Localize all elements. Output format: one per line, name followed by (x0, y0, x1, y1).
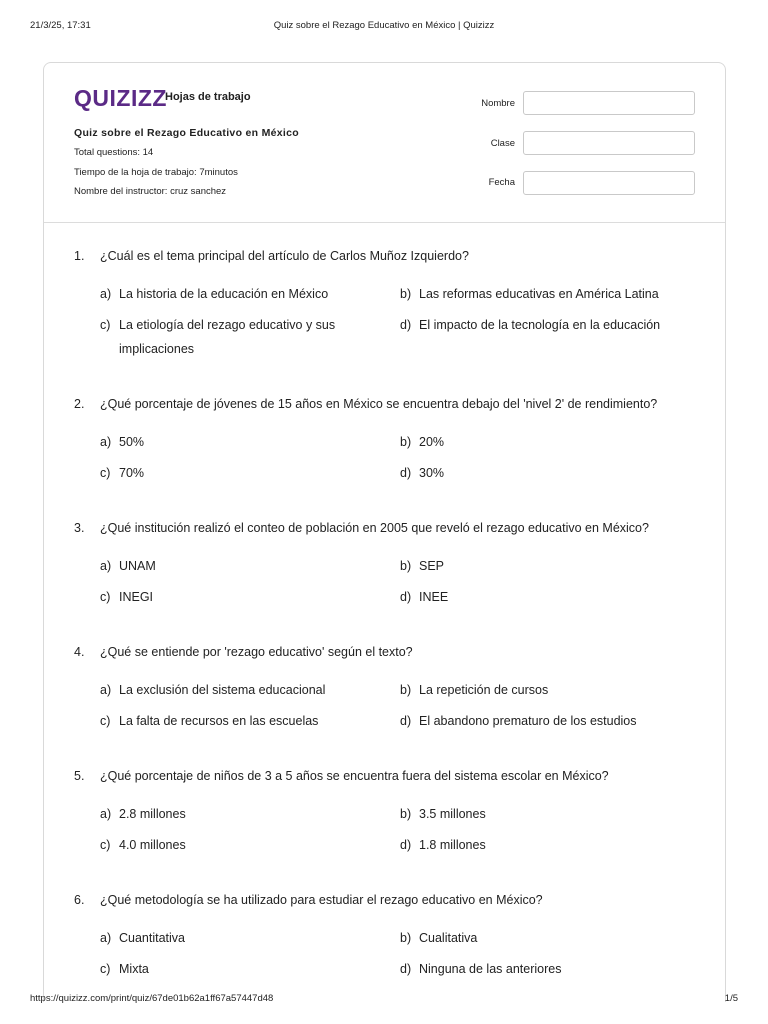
option-c[interactable] (100, 313, 390, 361)
option-text: 50% (119, 435, 145, 449)
option-letter: b) (400, 931, 412, 945)
option-letter: a) (100, 683, 112, 697)
question-number: 1. (74, 249, 85, 263)
question-number: 5. (74, 769, 85, 783)
option-text: INEGI (119, 590, 154, 604)
option-letter: a) (100, 931, 112, 945)
field-label-fecha: Fecha (488, 177, 515, 188)
option-c[interactable] (100, 585, 390, 609)
option-text: UNAM (119, 559, 156, 573)
option-text: Cuantitativa (119, 931, 186, 945)
option-text: INEE (419, 590, 449, 604)
option-letter: c) (100, 318, 111, 332)
option-a[interactable] (100, 282, 390, 306)
option-text-continued: implicaciones (119, 342, 195, 356)
option-letter: c) (100, 590, 111, 604)
option-a[interactable] (100, 430, 390, 454)
option-b[interactable] (400, 554, 700, 578)
option-letter: d) (400, 962, 412, 976)
option-c[interactable] (100, 833, 390, 857)
option-letter: b) (400, 435, 412, 449)
option-letter: c) (100, 838, 111, 852)
clase-field[interactable] (523, 131, 695, 155)
option-d[interactable] (400, 709, 700, 733)
option-letter: d) (400, 318, 412, 332)
option-letter: a) (100, 287, 112, 301)
question-number: 4. (74, 645, 85, 659)
option-letter: a) (100, 807, 112, 821)
field-label-nombre: Nombre (481, 98, 515, 109)
option-text: El abandono prematuro de los estudios (419, 714, 637, 728)
option-d[interactable] (400, 833, 700, 857)
question-text: ¿Qué porcentaje de jóvenes de 15 años en México se encuentra debajo del 'nivel 2' de rendimiento? (100, 397, 658, 411)
option-text: 30% (419, 466, 445, 480)
option-text: SEP (419, 559, 445, 573)
option-text: 3.5 millones (419, 807, 486, 821)
option-d[interactable] (400, 461, 700, 485)
option-letter: a) (100, 435, 112, 449)
question-text: ¿Qué metodología se ha utilizado para estudiar el rezago educativo en México? (100, 893, 543, 907)
field-label-clase: Clase (490, 138, 515, 149)
question-number: 2. (74, 397, 85, 411)
option-letter: b) (400, 683, 412, 697)
option-letter: d) (400, 590, 412, 604)
option-text: La exclusión del sistema educacional (119, 683, 326, 697)
question-text: ¿Qué se entiende por 'rezago educativo' según el texto? (100, 645, 413, 659)
option-letter: c) (100, 466, 111, 480)
print-header (30, 20, 738, 34)
page-number: 1/5 (724, 993, 738, 1004)
worksheet-header (44, 63, 725, 223)
option-b[interactable] (400, 926, 700, 950)
option-text: La historia de la educación en México (119, 287, 329, 301)
question-text: ¿Qué institución realizó el conteo de población en 2005 que reveló el rezago educativo en México? (100, 521, 649, 535)
option-text: Las reformas educativas en América Latina (419, 287, 659, 301)
option-letter: a) (100, 559, 112, 573)
quiz-title: Quiz sobre el Rezago Educativo en México (74, 127, 299, 139)
print-footer (30, 993, 738, 1007)
option-text: 4.0 millones (119, 838, 186, 852)
option-letter: b) (400, 559, 412, 573)
option-c[interactable] (100, 709, 390, 733)
option-letter: d) (400, 466, 412, 480)
worksheet-subtitle: Hojas de trabajo (165, 91, 251, 103)
question-number: 6. (74, 893, 85, 907)
option-letter: b) (400, 287, 412, 301)
option-text: Ninguna de las anteriores (419, 962, 562, 976)
worksheet (43, 62, 726, 1002)
option-a[interactable] (100, 926, 390, 950)
question-number: 3. (74, 521, 85, 535)
option-b[interactable] (400, 430, 700, 454)
quizizz-logo (74, 85, 167, 111)
option-a[interactable] (100, 802, 390, 826)
option-letter: c) (100, 962, 111, 976)
option-text: Cualitativa (419, 931, 478, 945)
print-url: https://quizizz.com/print/quiz/67de01b62a1ff67a57447d48 (30, 993, 274, 1004)
option-text: El impacto de la tecnología en la educación (419, 318, 661, 332)
option-c[interactable] (100, 957, 390, 981)
question-text: ¿Qué porcentaje de niños de 3 a 5 años se encuentra fuera del sistema escolar en México? (100, 769, 609, 783)
option-d[interactable] (400, 585, 700, 609)
option-d[interactable] (400, 313, 700, 337)
option-b[interactable] (400, 678, 700, 702)
option-text: La falta de recursos en las escuelas (119, 714, 319, 728)
option-letter: d) (400, 838, 412, 852)
option-letter: d) (400, 714, 412, 728)
option-text: La repetición de cursos (419, 683, 549, 697)
question-text: ¿Cuál es el tema principal del artículo de Carlos Muñoz Izquierdo? (100, 249, 469, 263)
option-text: 70% (119, 466, 145, 480)
option-b[interactable] (400, 282, 700, 306)
total-questions: Total questions: 14 (74, 147, 154, 158)
logo-wordmark: QUIZIZZ (74, 84, 167, 111)
option-text: 2.8 millones (119, 807, 186, 821)
option-letter: c) (100, 714, 111, 728)
nombre-field[interactable] (523, 91, 695, 115)
option-text: 20% (419, 435, 445, 449)
print-title: Quiz sobre el Rezago Educativo en México | Quizizz (273, 20, 495, 31)
option-b[interactable] (400, 802, 700, 826)
option-a[interactable] (100, 554, 390, 578)
print-datetime: 21/3/25, 17:31 (30, 20, 91, 31)
option-a[interactable] (100, 678, 390, 702)
fecha-field[interactable] (523, 171, 695, 195)
worksheet-time: Tiempo de la hoja de trabajo: 7minutos (74, 167, 238, 178)
instructor-name: Nombre del instructor: cruz sanchez (74, 186, 227, 197)
option-c[interactable] (100, 461, 390, 485)
option-text: 1.8 millones (419, 838, 486, 852)
option-letter: b) (400, 807, 412, 821)
option-d[interactable] (400, 957, 700, 981)
option-text: La etiología del rezago educativo y sus (119, 318, 336, 332)
option-text: Mixta (119, 962, 149, 976)
